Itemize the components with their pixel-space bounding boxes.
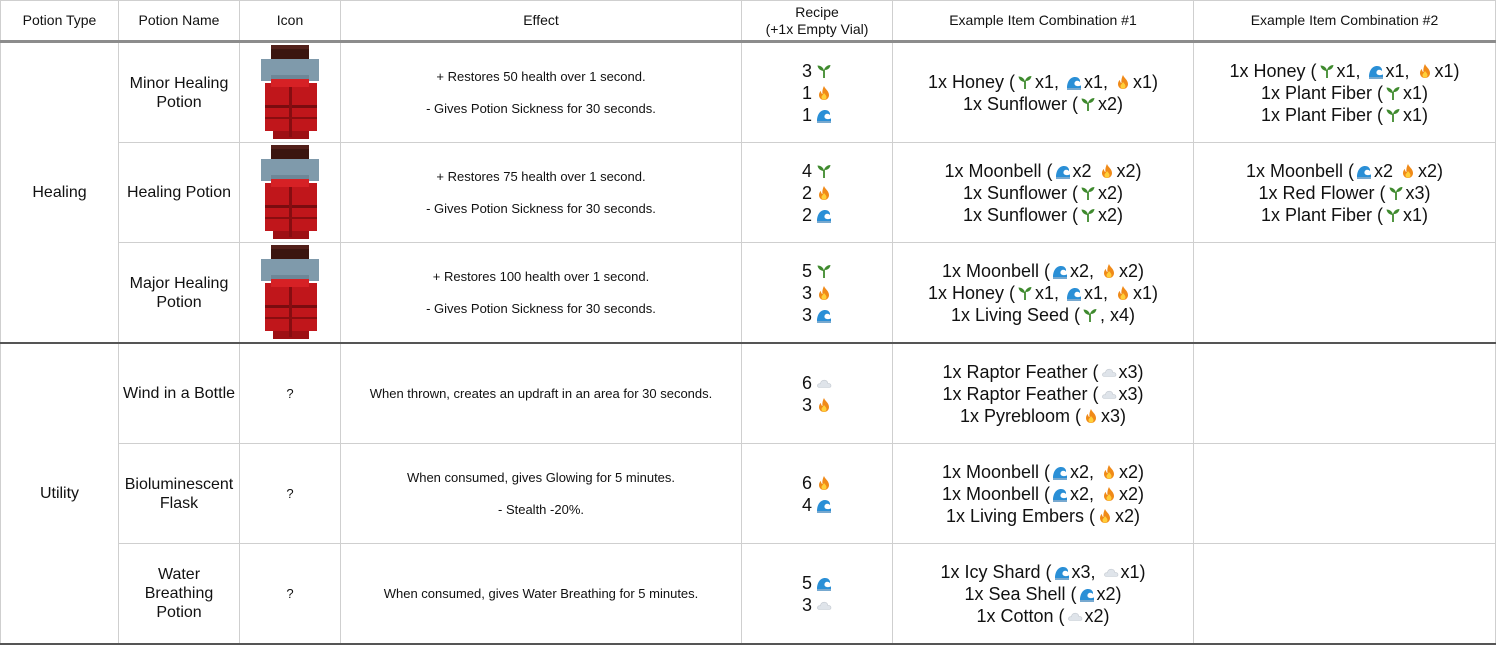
wave-icon <box>816 497 832 513</box>
potion-type-cell: Utility <box>1 343 119 644</box>
combination-text: x1, <box>1385 60 1415 81</box>
combination-text: 1x Moonbell ( <box>1245 160 1355 181</box>
potion-name-line: Breathing <box>144 585 214 602</box>
potion-name-line: Minor Healing <box>129 74 229 92</box>
combination-line <box>1194 104 1495 126</box>
combination-text: 1x Sunflower ( <box>962 204 1079 225</box>
recipe-cell <box>742 42 893 143</box>
wave-icon <box>816 307 832 323</box>
combination-line <box>893 71 1193 93</box>
potion-icon-cell <box>240 243 341 344</box>
combination-text: x1, <box>1336 60 1366 81</box>
wave-icon <box>1356 163 1372 179</box>
combination-text: 1x Pyrebloom ( <box>959 405 1082 426</box>
wave-icon <box>1368 63 1384 79</box>
wave-icon <box>1055 163 1071 179</box>
recipe-line <box>742 372 892 394</box>
header-combination-2: Example Item Combination #2 <box>1194 1 1496 42</box>
fire-icon <box>1400 163 1416 179</box>
cloud-icon <box>1101 386 1117 402</box>
header-combination-1: Example Item Combination #1 <box>893 1 1194 42</box>
combination-line <box>893 461 1193 483</box>
header-potion-name: Potion Name <box>119 1 240 42</box>
potion-name-cell <box>119 42 240 143</box>
combination-1-cell <box>893 444 1194 544</box>
recipe-count: 3 <box>801 282 812 303</box>
cloud-icon <box>816 375 832 391</box>
recipe-line <box>742 472 892 494</box>
combination-line <box>1194 182 1495 204</box>
potion-name-line: Potion <box>156 604 202 621</box>
recipe-line <box>742 182 892 204</box>
combination-text: 1x Sea Shell ( <box>964 583 1077 604</box>
sprout-icon <box>1017 285 1033 301</box>
cloud-icon <box>1101 364 1117 380</box>
cloud-icon <box>1103 564 1119 580</box>
combination-text: x2) <box>1119 461 1145 482</box>
sprout-icon <box>1082 307 1098 323</box>
potion-name-line: Healing Potion <box>126 184 232 201</box>
potion-name-line: Major Healing <box>129 274 229 292</box>
potion-type-cell: Healing <box>1 42 119 344</box>
combination-text: x2) <box>1119 483 1145 504</box>
fire-icon <box>816 85 832 101</box>
effect-cell <box>341 143 742 243</box>
fire-icon <box>1097 508 1113 524</box>
sprout-icon <box>1080 207 1096 223</box>
combination-text: x3) <box>1101 405 1127 426</box>
combination-text: x2) <box>1116 160 1142 181</box>
fire-icon <box>816 185 832 201</box>
combination-line <box>893 204 1193 226</box>
fire-icon <box>1083 408 1099 424</box>
wave-icon <box>1079 586 1095 602</box>
combination-text: x2) <box>1115 505 1141 526</box>
recipe-line <box>742 394 892 416</box>
potion-name-cell <box>119 143 240 243</box>
recipe-line <box>742 82 892 104</box>
effect-line: - Gives Potion Sickness for 30 seconds. <box>426 300 656 316</box>
sprout-icon <box>816 163 832 179</box>
combination-line <box>893 483 1193 505</box>
potion-name-line: Bioluminescent <box>124 475 234 493</box>
combination-line <box>893 583 1193 605</box>
combination-text: x2 <box>1374 160 1399 181</box>
combination-text: x1) <box>1133 71 1159 92</box>
combination-line <box>1194 60 1495 82</box>
effect-line: - Gives Potion Sickness for 30 seconds. <box>426 100 656 116</box>
recipe-cell <box>742 243 893 344</box>
combination-line <box>893 505 1193 527</box>
fire-icon <box>1101 486 1117 502</box>
effect-line: + Restores 50 health over 1 second. <box>436 68 646 84</box>
combination-text: 1x Honey ( <box>927 282 1015 303</box>
combination-1-cell <box>893 544 1194 645</box>
sprout-icon <box>1385 85 1401 101</box>
header-icon: Icon <box>240 1 341 42</box>
combination-text: , x4) <box>1100 304 1136 325</box>
header-row <box>1 1 1496 42</box>
recipe-count: 2 <box>801 204 812 225</box>
recipe-count: 1 <box>801 104 812 125</box>
recipe-cell <box>742 343 893 444</box>
potion-icon-cell <box>240 42 341 143</box>
combination-2-cell <box>1194 243 1496 344</box>
potion-name-line: Potion <box>156 93 202 111</box>
combination-text: 1x Plant Fiber ( <box>1260 104 1384 125</box>
combination-line <box>893 304 1193 326</box>
combination-text: 1x Moonbell ( <box>944 160 1053 181</box>
combination-2-cell <box>1194 143 1496 243</box>
combination-text: 1x Moonbell ( <box>941 461 1051 482</box>
combination-text: x1, <box>1035 282 1065 303</box>
combination-text: x2, <box>1070 461 1100 482</box>
header-effect: Effect <box>341 1 742 42</box>
combination-line <box>893 282 1193 304</box>
wave-icon <box>816 107 832 123</box>
combination-1-cell <box>893 243 1194 344</box>
fire-icon <box>816 397 832 413</box>
recipe-line <box>742 594 892 616</box>
red-potion-bottle-icon <box>257 245 323 341</box>
combination-2-cell <box>1194 343 1496 444</box>
potion-icon-cell <box>240 444 341 544</box>
table-row <box>1 444 1496 544</box>
sprout-icon <box>1017 74 1033 90</box>
recipe-count: 5 <box>801 572 812 593</box>
combination-text: x1, <box>1084 282 1114 303</box>
recipe-count: 4 <box>801 494 812 515</box>
combination-2-cell <box>1194 544 1496 645</box>
fire-icon <box>1417 63 1433 79</box>
recipe-line <box>742 104 892 126</box>
recipe-count: 2 <box>801 182 812 203</box>
fire-icon <box>816 285 832 301</box>
recipe-line <box>742 494 892 516</box>
recipe-count: 1 <box>801 82 812 103</box>
combination-text: 1x Moonbell ( <box>941 260 1051 281</box>
recipe-cell <box>742 143 893 243</box>
combination-line <box>1194 160 1495 182</box>
potion-name-line: Wind in a Bottle <box>122 385 236 402</box>
potion-name-cell <box>119 444 240 544</box>
combination-text: x1, <box>1084 71 1114 92</box>
effect-cell <box>341 444 742 544</box>
unknown-icon-placeholder: ? <box>286 386 294 401</box>
combination-line <box>893 383 1193 405</box>
fire-icon <box>1115 285 1131 301</box>
red-potion-bottle-icon <box>257 45 323 141</box>
effect-cell <box>341 243 742 344</box>
recipe-count: 4 <box>801 160 812 181</box>
potion-name-cell <box>119 243 240 344</box>
combination-2-cell <box>1194 444 1496 544</box>
combination-text: 1x Moonbell ( <box>941 483 1051 504</box>
combination-text: x1) <box>1403 82 1429 103</box>
unknown-icon-placeholder: ? <box>286 486 294 501</box>
combination-text: x3, <box>1071 561 1101 582</box>
recipe-line <box>742 60 892 82</box>
red-potion-bottle-icon <box>257 145 323 241</box>
combination-text: x1) <box>1120 561 1146 582</box>
combination-text: x2, <box>1070 260 1100 281</box>
fire-icon <box>1101 263 1117 279</box>
effect-line: When thrown, creates an updraft in an area for 30 seconds. <box>369 385 713 401</box>
potion-name-cell <box>119 343 240 444</box>
combination-text: 1x Icy Shard ( <box>940 561 1052 582</box>
effect-cell <box>341 544 742 645</box>
combination-text: x2 <box>1072 160 1097 181</box>
combination-text: 1x Raptor Feather ( <box>942 361 1099 382</box>
combination-line <box>893 405 1193 427</box>
sprout-icon <box>1319 63 1335 79</box>
potion-icon-cell <box>240 544 341 645</box>
table-row <box>1 544 1496 645</box>
wave-icon <box>1066 74 1082 90</box>
effect-line: When consumed, gives Glowing for 5 minutes. <box>406 469 676 485</box>
recipe-line <box>742 160 892 182</box>
fire-icon <box>1115 74 1131 90</box>
recipe-cell <box>742 544 893 645</box>
recipe-count: 3 <box>801 594 812 615</box>
potion-name-cell <box>119 544 240 645</box>
wave-icon <box>816 207 832 223</box>
potion-icon-cell <box>240 343 341 444</box>
combination-line <box>893 93 1193 115</box>
combination-text: x3) <box>1118 361 1144 382</box>
fire-icon <box>1099 163 1115 179</box>
combination-text: x1) <box>1403 204 1429 225</box>
combination-text: x2) <box>1096 583 1122 604</box>
combination-line <box>893 605 1193 627</box>
sprout-icon <box>1388 185 1404 201</box>
recipe-cell <box>742 444 893 544</box>
combination-text: 1x Raptor Feather ( <box>942 383 1099 404</box>
fire-icon <box>816 475 832 491</box>
header-recipe <box>742 1 893 42</box>
wave-icon <box>1052 464 1068 480</box>
combination-text: x1) <box>1133 282 1159 303</box>
combination-text: x2) <box>1098 93 1124 114</box>
potion-name-line: Water <box>157 566 201 583</box>
combination-line <box>893 160 1193 182</box>
combination-text: x2) <box>1119 260 1145 281</box>
combination-text: 1x Plant Fiber ( <box>1260 82 1384 103</box>
effect-line: - Stealth -20%. <box>498 501 584 517</box>
sprout-icon <box>1385 207 1401 223</box>
potion-name-line: Potion <box>156 293 202 311</box>
table-row <box>1 42 1496 143</box>
combination-text: x2, <box>1070 483 1100 504</box>
combination-2-cell <box>1194 42 1496 143</box>
table-row <box>1 143 1496 243</box>
combination-line <box>893 561 1193 583</box>
recipe-line <box>742 260 892 282</box>
potion-icon-cell <box>240 143 341 243</box>
table-body <box>1 42 1496 645</box>
sprout-icon <box>1080 185 1096 201</box>
combination-text: 1x Cotton ( <box>976 605 1065 626</box>
combination-text: x1, <box>1035 71 1065 92</box>
fire-icon <box>1101 464 1117 480</box>
effect-line: When consumed, gives Water Breathing for 5 minutes. <box>383 585 699 601</box>
combination-text: 1x Honey ( <box>927 71 1015 92</box>
effect-cell <box>341 42 742 143</box>
combination-text: x2) <box>1084 605 1110 626</box>
effect-line: + Restores 100 health over 1 second. <box>432 268 650 284</box>
potion-name-line: Flask <box>159 494 199 512</box>
combination-1-cell <box>893 143 1194 243</box>
cloud-icon <box>816 597 832 613</box>
wave-icon <box>816 575 832 591</box>
cloud-icon <box>1067 608 1083 624</box>
combination-line <box>893 361 1193 383</box>
unknown-icon-placeholder: ? <box>286 586 294 601</box>
header-potion-type: Potion Type <box>1 1 119 42</box>
combination-text: 1x Living Seed ( <box>950 304 1081 325</box>
recipe-line <box>742 304 892 326</box>
sprout-icon <box>1385 107 1401 123</box>
combination-text: x1) <box>1434 60 1460 81</box>
combination-text: x2) <box>1418 160 1444 181</box>
combination-text: 1x Plant Fiber ( <box>1260 204 1384 225</box>
combination-line <box>893 260 1193 282</box>
recipe-line <box>742 282 892 304</box>
combination-text: 1x Living Embers ( <box>945 505 1096 526</box>
table-row <box>1 343 1496 444</box>
wave-icon <box>1066 285 1082 301</box>
combination-text: 1x Sunflower ( <box>962 93 1079 114</box>
combination-line <box>893 182 1193 204</box>
recipe-count: 5 <box>801 260 812 281</box>
recipe-count: 3 <box>801 60 812 81</box>
header-recipe-note: (+1x Empty Vial) <box>765 20 869 37</box>
combination-text: x2) <box>1098 182 1124 203</box>
combination-text: x3) <box>1118 383 1144 404</box>
combination-1-cell <box>893 42 1194 143</box>
sprout-icon <box>1080 96 1096 112</box>
header-recipe-label: Recipe <box>795 3 839 20</box>
recipe-count: 3 <box>801 304 812 325</box>
wave-icon <box>1054 564 1070 580</box>
recipe-line <box>742 572 892 594</box>
wave-icon <box>1052 486 1068 502</box>
sprout-icon <box>816 263 832 279</box>
combination-1-cell <box>893 343 1194 444</box>
combination-text: 1x Sunflower ( <box>962 182 1079 203</box>
sprout-icon <box>816 63 832 79</box>
effect-line: + Restores 75 health over 1 second. <box>436 168 646 184</box>
table-row <box>1 243 1496 344</box>
effect-line: - Gives Potion Sickness for 30 seconds. <box>426 200 656 216</box>
recipe-count: 6 <box>801 472 812 493</box>
combination-text: x1) <box>1403 104 1429 125</box>
combination-line <box>1194 204 1495 226</box>
combination-text: 1x Red Flower ( <box>1258 182 1386 203</box>
recipe-count: 6 <box>801 372 812 393</box>
combination-text: 1x Honey ( <box>1229 60 1317 81</box>
wave-icon <box>1052 263 1068 279</box>
combination-line <box>1194 82 1495 104</box>
recipe-line <box>742 204 892 226</box>
combination-text: x3) <box>1405 182 1431 203</box>
combination-text: x2) <box>1098 204 1124 225</box>
effect-cell <box>341 343 742 444</box>
recipe-count: 3 <box>801 394 812 415</box>
